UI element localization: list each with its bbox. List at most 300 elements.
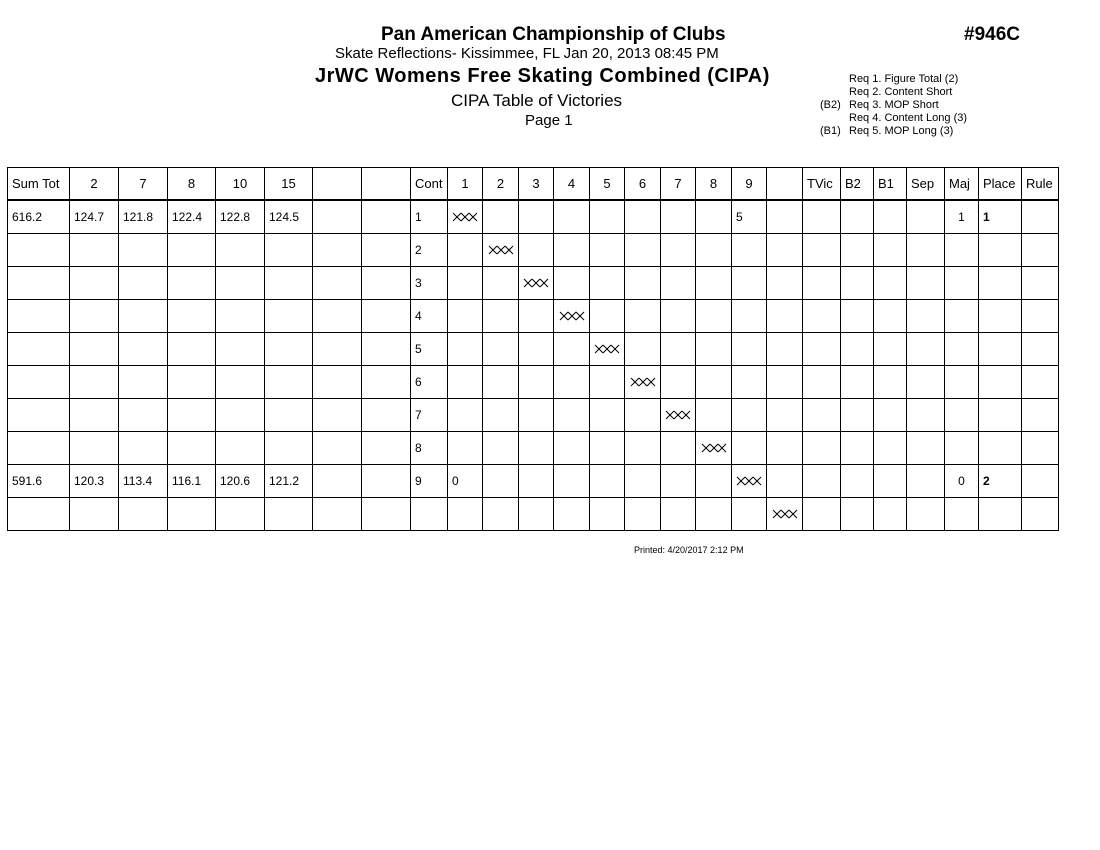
- victory-cell: [767, 432, 803, 465]
- b1-cell: [874, 465, 907, 498]
- b2-cell: [841, 465, 874, 498]
- empty-cell: [362, 366, 411, 399]
- column-header: 1: [448, 168, 483, 201]
- victory-cell: [696, 498, 732, 531]
- victory-cell: [448, 399, 483, 432]
- victory-cell: [732, 300, 767, 333]
- column-header: Sep: [907, 168, 945, 201]
- victory-cell: [767, 333, 803, 366]
- victories-table: [7, 167, 1059, 531]
- column-header: 10: [216, 168, 265, 201]
- column-header: [313, 168, 362, 201]
- judge-score-cell: [119, 234, 168, 267]
- b1-cell: [874, 300, 907, 333]
- victory-mark-icon: [452, 212, 478, 222]
- empty-cell: [313, 432, 362, 465]
- victory-cell: [554, 333, 590, 366]
- contestant-cell: [411, 498, 448, 531]
- requirement-tag: (B2): [820, 99, 841, 111]
- victory-cell: [483, 267, 519, 300]
- victory-cell: [483, 200, 519, 234]
- victory-cell: [767, 300, 803, 333]
- contestant-cell: 7: [411, 399, 448, 432]
- sum-total-cell: [8, 333, 70, 366]
- place-cell: [979, 498, 1022, 531]
- judge-score-cell: [168, 300, 216, 333]
- sep-cell: [907, 333, 945, 366]
- place-cell: [979, 399, 1022, 432]
- judge-score-cell: 113.4: [119, 465, 168, 498]
- b1-cell: [874, 200, 907, 234]
- victory-cell: [590, 399, 625, 432]
- b2-cell: [841, 432, 874, 465]
- contestant-cell: 9: [411, 465, 448, 498]
- judge-score-cell: 116.1: [168, 465, 216, 498]
- judge-score-cell: 120.6: [216, 465, 265, 498]
- column-header: 15: [265, 168, 313, 201]
- self-comparison-cell: [448, 200, 483, 234]
- rule-cell: [1022, 399, 1059, 432]
- self-comparison-cell: [519, 267, 554, 300]
- b1-cell: [874, 234, 907, 267]
- victory-cell: [519, 465, 554, 498]
- contestant-cell: 8: [411, 432, 448, 465]
- victory-cell: [519, 366, 554, 399]
- victory-cell: [696, 200, 732, 234]
- tvic-cell: [803, 432, 841, 465]
- victory-cell: [696, 267, 732, 300]
- victory-cell: [661, 300, 696, 333]
- victory-cell: [554, 200, 590, 234]
- victory-cell: [519, 399, 554, 432]
- sum-total-cell: [8, 399, 70, 432]
- sep-cell: [907, 399, 945, 432]
- sep-cell: [907, 465, 945, 498]
- sum-total-cell: [8, 432, 70, 465]
- column-header: 7: [661, 168, 696, 201]
- judge-score-cell: [70, 432, 119, 465]
- victory-cell: [483, 465, 519, 498]
- judge-score-cell: [216, 366, 265, 399]
- contestant-cell: 6: [411, 366, 448, 399]
- self-comparison-cell: [767, 498, 803, 531]
- victory-cell: [661, 432, 696, 465]
- column-header: Cont: [411, 168, 448, 201]
- column-header: 7: [119, 168, 168, 201]
- judge-score-cell: [265, 300, 313, 333]
- sep-cell: [907, 432, 945, 465]
- empty-cell: [313, 366, 362, 399]
- majority-cell: [945, 267, 979, 300]
- empty-cell: [313, 333, 362, 366]
- printed-timestamp: Printed: 4/20/2017 2:12 PM: [634, 545, 744, 555]
- victory-cell: [625, 234, 661, 267]
- victory-cell: [625, 432, 661, 465]
- judge-score-cell: [70, 234, 119, 267]
- place-cell: [979, 333, 1022, 366]
- victory-cell: [767, 200, 803, 234]
- judge-score-cell: [265, 498, 313, 531]
- column-header: TVic: [803, 168, 841, 201]
- judge-score-cell: [70, 300, 119, 333]
- judge-score-cell: [119, 300, 168, 333]
- tvic-cell: [803, 465, 841, 498]
- requirement-item: [820, 125, 1000, 138]
- empty-cell: [362, 200, 411, 234]
- victory-cell: [519, 300, 554, 333]
- rule-cell: [1022, 267, 1059, 300]
- tvic-cell: [803, 200, 841, 234]
- sep-cell: [907, 366, 945, 399]
- victory-cell: [732, 432, 767, 465]
- victory-cell: [661, 465, 696, 498]
- victory-cell: [767, 267, 803, 300]
- column-header: 8: [696, 168, 732, 201]
- victory-cell: [767, 366, 803, 399]
- victory-cell: [448, 498, 483, 531]
- sep-cell: [907, 234, 945, 267]
- tvic-cell: [803, 399, 841, 432]
- table-row: [8, 234, 1059, 267]
- victory-cell: [661, 366, 696, 399]
- table-row: [8, 399, 1059, 432]
- judge-score-cell: [119, 399, 168, 432]
- judge-score-cell: 122.4: [168, 200, 216, 234]
- place-cell: [979, 366, 1022, 399]
- table-row: [8, 267, 1059, 300]
- b1-cell: [874, 498, 907, 531]
- victory-cell: [554, 465, 590, 498]
- judge-score-cell: [216, 267, 265, 300]
- victory-cell: [661, 234, 696, 267]
- judge-score-cell: [119, 366, 168, 399]
- victory-cell: [732, 498, 767, 531]
- majority-cell: 1: [945, 200, 979, 234]
- judge-score-cell: [119, 498, 168, 531]
- column-header: 6: [625, 168, 661, 201]
- judge-score-cell: [168, 234, 216, 267]
- victory-cell: [625, 267, 661, 300]
- b2-cell: [841, 200, 874, 234]
- column-header: Sum Tot: [8, 168, 70, 201]
- sum-total-cell: [8, 498, 70, 531]
- event-title: JrWC Womens Free Skating Combined (CIPA): [315, 65, 770, 87]
- table-title: CIPA Table of Victories: [451, 91, 623, 110]
- table-row: [8, 200, 1059, 234]
- empty-cell: [313, 399, 362, 432]
- sum-total-cell: [8, 267, 70, 300]
- contestant-cell: 5: [411, 333, 448, 366]
- victory-cell: [696, 300, 732, 333]
- victory-cell: [661, 200, 696, 234]
- majority-cell: 0: [945, 465, 979, 498]
- judge-score-cell: [70, 498, 119, 531]
- victory-mark-icon: [523, 278, 549, 288]
- place-cell: 2: [979, 465, 1022, 498]
- victory-cell: [696, 333, 732, 366]
- tvic-cell: [803, 300, 841, 333]
- judge-score-cell: [216, 432, 265, 465]
- requirement-text: Req 2. Content Short: [849, 86, 953, 98]
- b1-cell: [874, 267, 907, 300]
- column-header: 2: [483, 168, 519, 201]
- requirement-text: Req 5. MOP Long (3): [849, 125, 954, 137]
- victory-cell: [732, 234, 767, 267]
- judge-score-cell: 120.3: [70, 465, 119, 498]
- judge-score-cell: [168, 498, 216, 531]
- victory-cell: 5: [732, 200, 767, 234]
- tvic-cell: [803, 267, 841, 300]
- self-comparison-cell: [661, 399, 696, 432]
- sep-cell: [907, 498, 945, 531]
- judge-score-cell: [168, 366, 216, 399]
- table-row: [8, 498, 1059, 531]
- victory-cell: [483, 498, 519, 531]
- victory-cell: [483, 399, 519, 432]
- judge-score-cell: [168, 267, 216, 300]
- victory-cell: [483, 300, 519, 333]
- empty-cell: [362, 267, 411, 300]
- column-header: 8: [168, 168, 216, 201]
- requirements-list: [820, 73, 1000, 138]
- contestant-cell: 2: [411, 234, 448, 267]
- judge-score-cell: [168, 399, 216, 432]
- sum-total-cell: [8, 300, 70, 333]
- sep-cell: [907, 300, 945, 333]
- victory-mark-icon: [488, 245, 514, 255]
- judge-score-cell: [265, 267, 313, 300]
- majority-cell: [945, 333, 979, 366]
- judge-score-cell: 121.2: [265, 465, 313, 498]
- victory-cell: [732, 399, 767, 432]
- empty-cell: [313, 267, 362, 300]
- victory-mark-icon: [736, 476, 762, 486]
- victory-cell: [448, 300, 483, 333]
- self-comparison-cell: [554, 300, 590, 333]
- victory-cell: [448, 333, 483, 366]
- judge-score-cell: [265, 234, 313, 267]
- table-row: [8, 300, 1059, 333]
- b2-cell: [841, 267, 874, 300]
- judge-score-cell: [265, 333, 313, 366]
- victory-cell: [483, 432, 519, 465]
- victory-cell: [625, 300, 661, 333]
- judge-score-cell: [265, 432, 313, 465]
- empty-cell: [362, 234, 411, 267]
- judge-score-cell: [265, 399, 313, 432]
- requirement-item: [820, 99, 1000, 112]
- empty-cell: [313, 200, 362, 234]
- victory-cell: [625, 465, 661, 498]
- victory-cell: [590, 498, 625, 531]
- victory-cell: [519, 333, 554, 366]
- victory-cell: [448, 267, 483, 300]
- victory-cell: [625, 333, 661, 366]
- sum-total-cell: [8, 234, 70, 267]
- b2-cell: [841, 333, 874, 366]
- column-header: Rule: [1022, 168, 1059, 201]
- judge-score-cell: [119, 333, 168, 366]
- place-cell: [979, 432, 1022, 465]
- judge-score-cell: [119, 267, 168, 300]
- column-header: [767, 168, 803, 201]
- place-cell: [979, 234, 1022, 267]
- rule-cell: [1022, 200, 1059, 234]
- victory-cell: [732, 267, 767, 300]
- victory-cell: [732, 366, 767, 399]
- tvic-cell: [803, 333, 841, 366]
- victory-cell: [448, 432, 483, 465]
- majority-cell: [945, 498, 979, 531]
- venue-line: Skate Reflections- Kissimmee, FL Jan 20, 2013 08:45 PM: [335, 45, 719, 62]
- victory-cell: [767, 399, 803, 432]
- b2-cell: [841, 234, 874, 267]
- victory-cell: [590, 465, 625, 498]
- column-header: Place: [979, 168, 1022, 201]
- judge-score-cell: 124.5: [265, 200, 313, 234]
- column-header: [362, 168, 411, 201]
- victory-cell: [554, 366, 590, 399]
- victory-cell: [625, 498, 661, 531]
- self-comparison-cell: [696, 432, 732, 465]
- victory-cell: [590, 267, 625, 300]
- judge-score-cell: [216, 498, 265, 531]
- empty-cell: [362, 432, 411, 465]
- b1-cell: [874, 432, 907, 465]
- rule-cell: [1022, 333, 1059, 366]
- requirement-text: Req 4. Content Long (3): [849, 112, 968, 124]
- requirement-item: [820, 112, 1000, 125]
- victory-mark-icon: [772, 509, 798, 519]
- sum-total-cell: 616.2: [8, 200, 70, 234]
- empty-cell: [362, 333, 411, 366]
- victory-mark-icon: [594, 344, 620, 354]
- b1-cell: [874, 333, 907, 366]
- tvic-cell: [803, 366, 841, 399]
- page-number: Page 1: [525, 112, 573, 129]
- b1-cell: [874, 366, 907, 399]
- majority-cell: [945, 432, 979, 465]
- column-header: 9: [732, 168, 767, 201]
- b2-cell: [841, 498, 874, 531]
- rule-cell: [1022, 432, 1059, 465]
- b1-cell: [874, 399, 907, 432]
- victory-cell: [519, 200, 554, 234]
- sep-cell: [907, 200, 945, 234]
- empty-cell: [313, 465, 362, 498]
- victory-cell: [767, 465, 803, 498]
- tvic-cell: [803, 234, 841, 267]
- column-header: 4: [554, 168, 590, 201]
- victory-cell: [590, 366, 625, 399]
- rule-cell: [1022, 300, 1059, 333]
- requirement-tag: (B1): [820, 125, 841, 137]
- place-cell: [979, 267, 1022, 300]
- victory-cell: [519, 234, 554, 267]
- majority-cell: [945, 234, 979, 267]
- sum-total-cell: [8, 366, 70, 399]
- requirement-item: [820, 73, 1000, 86]
- victory-cell: [590, 300, 625, 333]
- b2-cell: [841, 366, 874, 399]
- empty-cell: [313, 300, 362, 333]
- victory-mark-icon: [701, 443, 727, 453]
- contestant-cell: 3: [411, 267, 448, 300]
- majority-cell: [945, 399, 979, 432]
- judge-score-cell: [70, 333, 119, 366]
- victory-cell: [732, 333, 767, 366]
- empty-cell: [313, 498, 362, 531]
- majority-cell: [945, 366, 979, 399]
- place-cell: [979, 300, 1022, 333]
- judge-score-cell: [168, 333, 216, 366]
- victory-cell: [554, 267, 590, 300]
- victory-cell: [590, 200, 625, 234]
- judge-score-cell: 124.7: [70, 200, 119, 234]
- empty-cell: [362, 465, 411, 498]
- victory-cell: [554, 432, 590, 465]
- victory-cell: [519, 432, 554, 465]
- victory-cell: [448, 234, 483, 267]
- event-code: #946C: [964, 24, 1020, 45]
- empty-cell: [362, 300, 411, 333]
- judge-score-cell: [265, 366, 313, 399]
- column-header: Maj: [945, 168, 979, 201]
- victory-cell: [625, 200, 661, 234]
- victory-cell: [767, 234, 803, 267]
- victory-cell: [661, 498, 696, 531]
- self-comparison-cell: [483, 234, 519, 267]
- judge-score-cell: [216, 300, 265, 333]
- victory-cell: [483, 333, 519, 366]
- victory-cell: [590, 432, 625, 465]
- victory-cell: [554, 498, 590, 531]
- place-cell: 1: [979, 200, 1022, 234]
- rule-cell: [1022, 498, 1059, 531]
- victory-cell: [696, 399, 732, 432]
- sum-total-cell: 591.6: [8, 465, 70, 498]
- victory-cell: [661, 333, 696, 366]
- victory-mark-icon: [559, 311, 585, 321]
- requirement-item: [820, 86, 1000, 99]
- judge-score-cell: [70, 267, 119, 300]
- judge-score-cell: [216, 333, 265, 366]
- column-header: B2: [841, 168, 874, 201]
- tvic-cell: [803, 498, 841, 531]
- judge-score-cell: [216, 399, 265, 432]
- majority-cell: [945, 300, 979, 333]
- victory-cell: [696, 465, 732, 498]
- contestant-cell: 4: [411, 300, 448, 333]
- rule-cell: [1022, 234, 1059, 267]
- contestant-cell: 1: [411, 200, 448, 234]
- victory-cell: [696, 234, 732, 267]
- judge-score-cell: 121.8: [119, 200, 168, 234]
- rule-cell: [1022, 465, 1059, 498]
- judge-score-cell: 122.8: [216, 200, 265, 234]
- requirement-text: Req 1. Figure Total (2): [849, 73, 959, 85]
- judge-score-cell: [216, 234, 265, 267]
- self-comparison-cell: [732, 465, 767, 498]
- table-header-row: [8, 168, 1059, 201]
- victory-cell: 0: [448, 465, 483, 498]
- self-comparison-cell: [590, 333, 625, 366]
- table-row: [8, 366, 1059, 399]
- b2-cell: [841, 300, 874, 333]
- requirement-text: Req 3. MOP Short: [849, 99, 939, 111]
- judge-score-cell: [168, 432, 216, 465]
- table-row: [8, 333, 1059, 366]
